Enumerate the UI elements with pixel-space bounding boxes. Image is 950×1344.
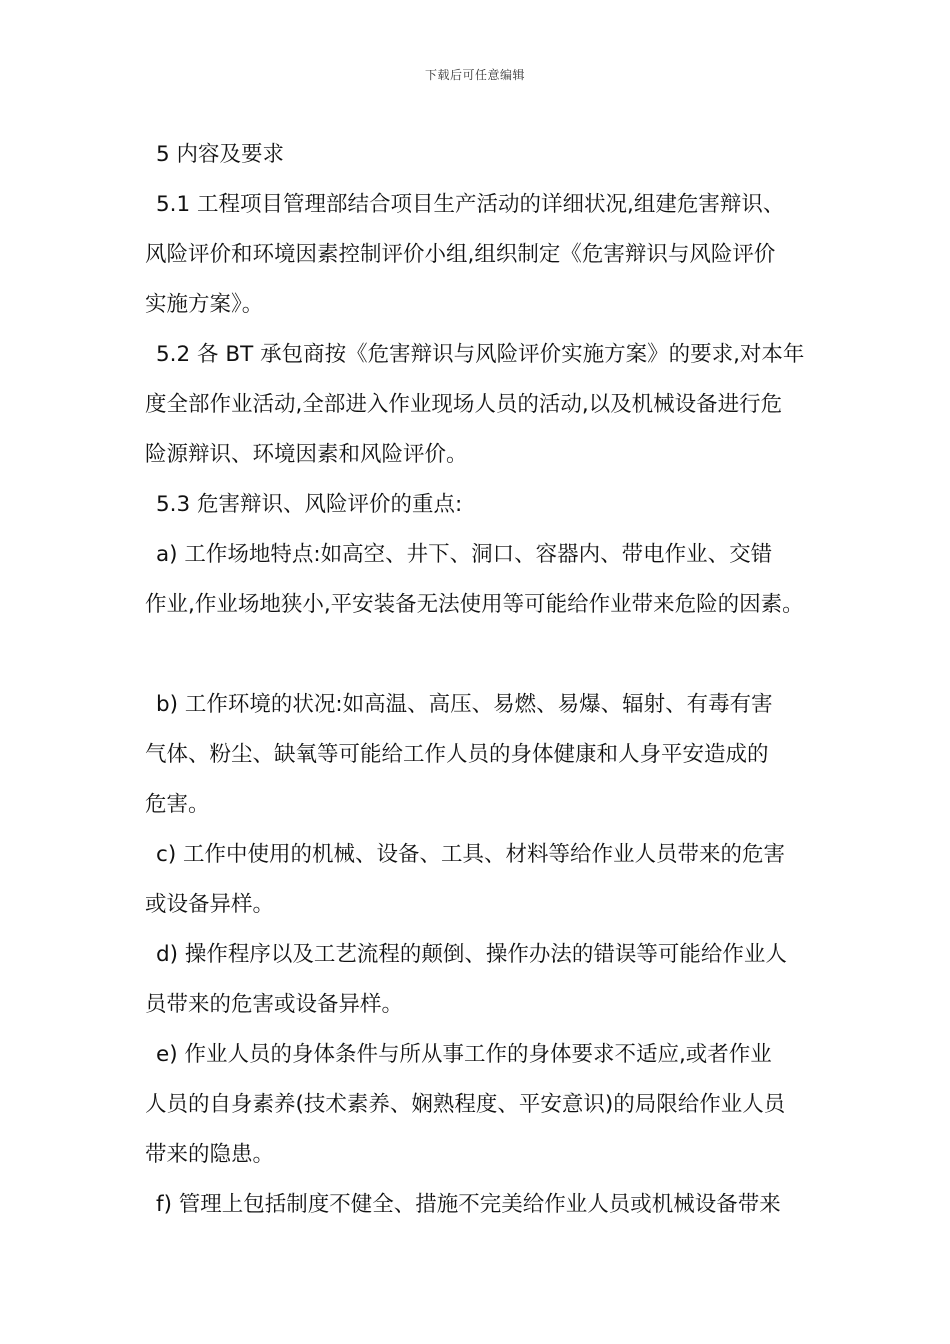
text-line: c) 工作中使用的机械、设备、工具、材料等给作业人员带来的危害 xyxy=(156,842,786,867)
text-line: e) 作业人员的身体条件与所从事工作的身体要求不适应,或者作业 xyxy=(156,1042,772,1067)
blank-line xyxy=(145,630,825,680)
text-line: d) 操作程序以及工艺流程的颠倒、操作办法的错误等可能给作业人 xyxy=(156,942,787,967)
text-line: 险源辩识、环境因素和风险评价。 xyxy=(145,442,468,467)
text-line: 气体、粉尘、缺氧等可能给工作人员的身体健康和人身平安造成的 xyxy=(145,742,769,767)
text-line: 员带来的危害或设备异样。 xyxy=(145,992,404,1017)
page-header: 下载后可任意编辑 xyxy=(424,68,525,82)
text-line: 风险评价和环境因素控制评价小组,组织制定《危害辩识与风险评价 xyxy=(145,242,776,267)
text-line: 作业,作业场地狭小,平安装备无法使用等可能给作业带来危险的因素。 xyxy=(145,592,804,617)
text-line: 危害。 xyxy=(145,792,210,817)
text-line: 5.1 工程项目管理部结合项目生产活动的详细状况,组建危害辩识、 xyxy=(156,192,785,217)
text-line: 5.2 各 BT 承包商按《危害辩识与风险评价实施方案》的要求,对本年 xyxy=(156,342,805,367)
text-line: 度全部作业活动,全部进入作业现场人员的活动,以及机械设备进行危 xyxy=(145,392,783,417)
text-line: 带来的隐患。 xyxy=(145,1142,275,1167)
document-body xyxy=(145,130,825,1230)
text-line: b) 工作环境的状况:如高温、高压、易燃、易爆、辐射、有毒有害 xyxy=(156,692,773,717)
text-line: 5.3 危害辩识、风险评价的重点: xyxy=(156,492,463,517)
text-line: 人员的自身素养(技术素养、娴熟程度、平安意识)的局限给作业人员 xyxy=(145,1092,786,1117)
text-line: a) 工作场地特点:如高空、井下、洞口、容器内、带电作业、交错 xyxy=(156,542,773,567)
text-line: f) 管理上包括制度不健全、措施不完美给作业人员或机械设备带来 xyxy=(156,1192,781,1217)
text-line: 实施方案》。 xyxy=(145,292,264,317)
text-line: 5 内容及要求 xyxy=(156,142,285,167)
text-line: 或设备异样。 xyxy=(145,892,275,917)
